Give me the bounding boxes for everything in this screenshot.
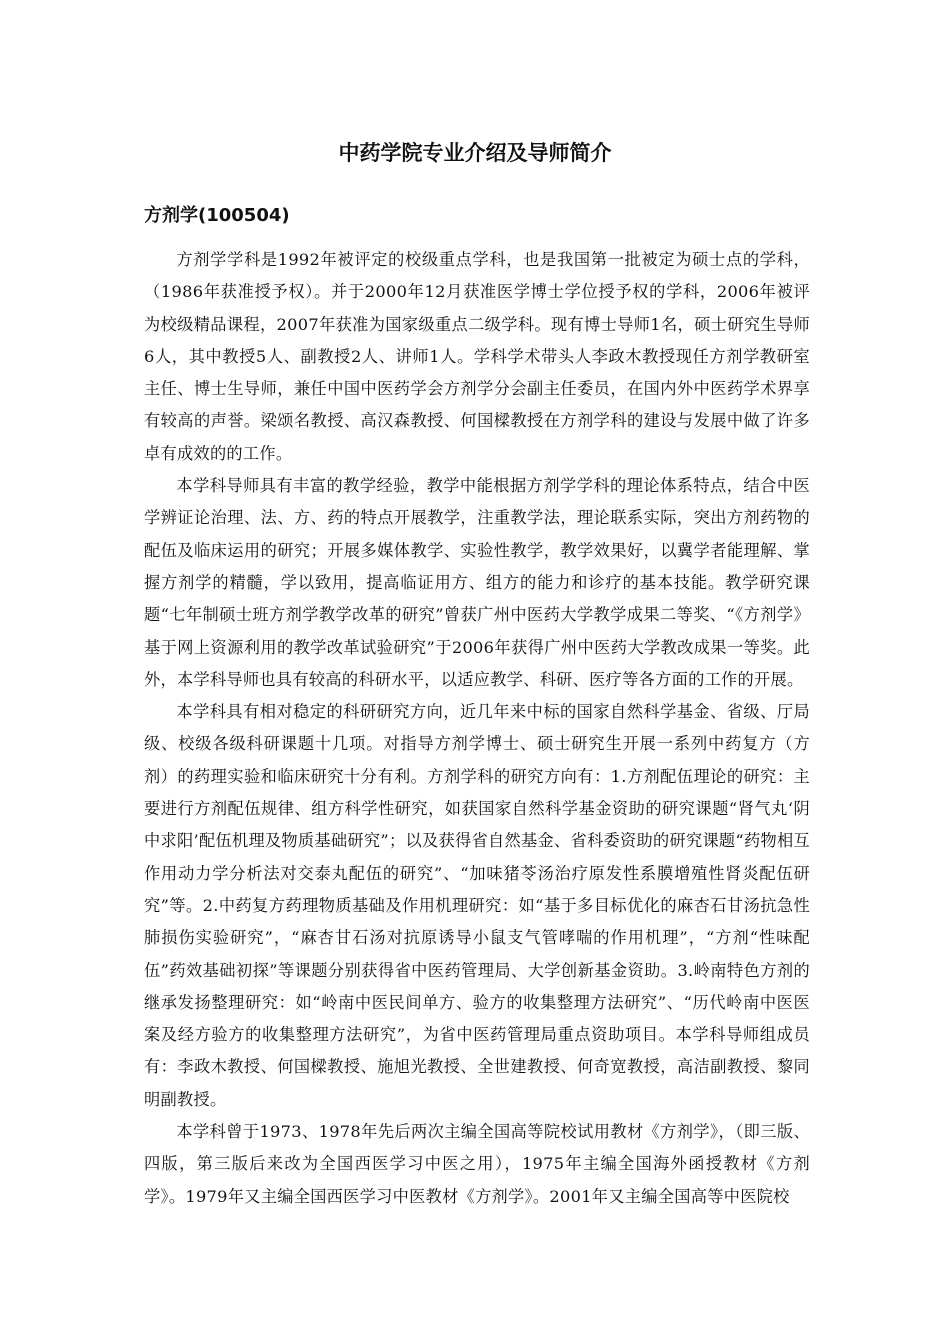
paragraph: 本学科具有相对稳定的科研研究方向，近几年来中标的国家自然科学基金、省级、厅局级、校级各级科研课题十几项。对指导方剂学博士、硕士研究生开展一系列中药复方（方剂）的药理实验和临床研究十分有利。方剂学科的研究方向有：1.方剂配伍理论的研究：主要进行方剂配伍规律、组方科学性研究，如获国家自然科学基金资助的研究课题“肾气丸‘阴中求阳’配伍机理及物质基础研究”；以及获得省自然基金、省科委资助的研究课题“药物相互作用动力学分析法对交泰丸配伍的研究”、“加味猪苓汤治疗原发性系膜增殖性肾炎配伍研究”等。2.中药复方药理物质基础及作用机理研究：如“基于多目标优化的麻杏石甘汤抗急性肺损伤实验研究”，“麻杏甘石汤对抗原诱导小鼠支气管哮喘的作用机理”，“方剂“性味配伍”药效基础初探”等课题分别获得省中医药管理局、大学创新基金资助。3.岭南特色方剂的继承发扬整理研究：如“岭南中医民间单方、验方的收集整理方法研究”、“历代岭南中医医案及经方验方的收集整理方法研究”，为省中医药管理局重点资助项目。本学科导师组成员有：李政木教授、何国樑教授、施旭光教授、全世建教授、何奇宽教授，高洁副教授、黎同明副教授。	[144, 702, 810, 1109]
section-heading: 方剂学(100504)	[144, 205, 290, 226]
document-title: 中药学院专业介绍及导师简介	[338, 141, 612, 165]
paragraph: 本学科曾于1973、1978年先后两次主编全国高等院校试用教材《方剂学》，（即三版、四版，第三版后来改为全国西医学习中医之用），1975年主编全国海外函授教材《方剂学》。1979年又主编全国西医学习中医教材《方剂学》。2001年又主编全国高等中医院校	[144, 1122, 810, 1206]
section-body	[144, 244, 810, 1213]
paragraph: 方剂学学科是1992年被评定的校级重点学科，也是我国第一批被定为硕士点的学科，（1986年获准授予权）。并于2000年12月获准医学博士学位授予权的学科，2006年被评为校级精品课程，2007年获准为国家级重点二级学科。现有博士导师1名，硕士研究生导师6人，其中教授5人、副教授2人、讲师1人。学科学术带头人李政木教授现任方剂学教研室主任、博士生导师，兼任中国中医药学会方剂学分会副主任委员，在国内外中医药学术界享有较高的声誉。梁颂名教授、高汉森教授、何国樑教授在方剂学科的建设与发展中做了许多卓有成效的的工作。	[144, 250, 810, 463]
paragraph: 本学科导师具有丰富的教学经验，教学中能根据方剂学学科的理论体系特点，结合中医学辨证论治理、法、方、药的特点开展教学，注重教学法，理论联系实际，突出方剂药物的配伍及临床运用的研究；开展多媒体教学、实验性教学，教学效果好，以冀学者能理解、掌握方剂学的精髓，学以致用，提高临证用方、组方的能力和诊疗的基本技能。教学研究课题“七年制硕士班方剂学教学改革的研究”曾获广州中医药大学教学成果二等奖、“《方剂学》基于网上资源利用的教学改革试验研究”于2006年获得广州中医药大学教改成果一等奖。此外，本学科导师也具有较高的科研水平，以适应教学、科研、医疗等各方面的工作的开展。	[144, 476, 810, 689]
